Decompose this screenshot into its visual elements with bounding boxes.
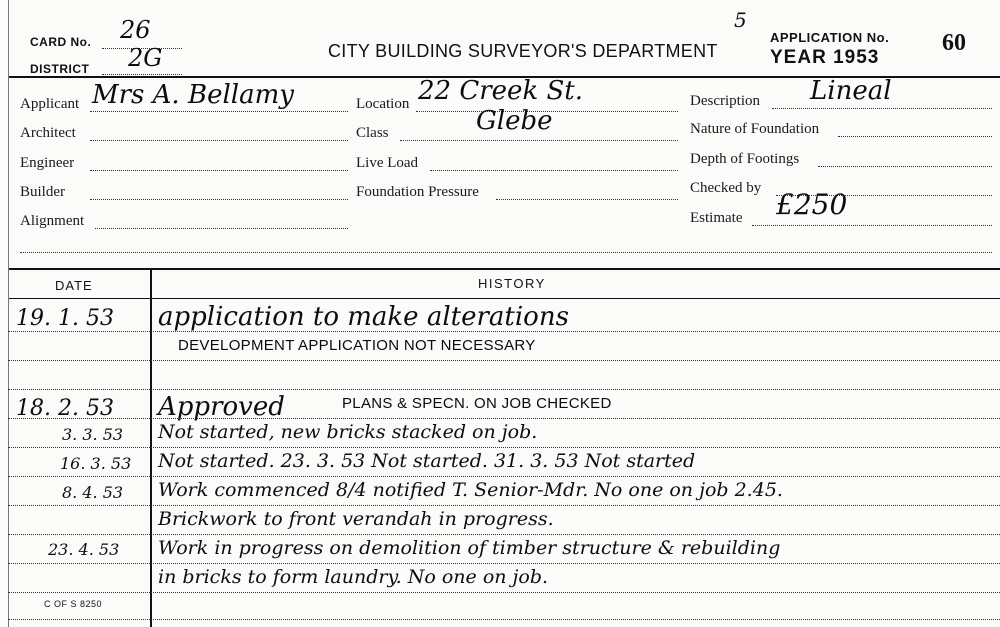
history-row-4-date: 3. 3. 53 bbox=[62, 425, 124, 444]
history-row-3-text: Approved bbox=[158, 392, 285, 422]
particulars-bottom-dotted-line bbox=[20, 252, 992, 253]
location-value: 22 Creek St. bbox=[418, 76, 583, 106]
history-header-rule bbox=[8, 298, 1000, 299]
application-no-value: 60 bbox=[942, 30, 966, 56]
history-blank-line bbox=[8, 389, 1000, 390]
history-row-1-date: 19. 1. 53 bbox=[16, 306, 114, 331]
alignment-label: Alignment bbox=[20, 213, 85, 229]
depth-of-footings-label: Depth of Footings bbox=[690, 151, 800, 167]
form-code: C OF S 8250 bbox=[44, 599, 103, 609]
architect-dotted-line bbox=[90, 140, 348, 141]
estimate-label: Estimate bbox=[690, 210, 743, 226]
nature-of-foundation-label: Nature of Foundation bbox=[690, 121, 820, 137]
history-row-9-text: in bricks to form laundry. No one on job. bbox=[158, 566, 549, 588]
applicant-label: Applicant bbox=[20, 96, 80, 112]
live-load-label: Live Load bbox=[356, 155, 419, 171]
history-row-5-text: Not started. 23. 3. 53 Not started. 31. 3. 53 Not started bbox=[158, 450, 696, 472]
estimate-dotted-line bbox=[752, 225, 992, 226]
history-row-1-text: application to make alterations bbox=[158, 302, 569, 332]
card-no-value: 26 bbox=[120, 16, 151, 44]
class-label: Class bbox=[356, 125, 389, 141]
description-label: Description bbox=[690, 93, 760, 109]
district-value: 2G bbox=[128, 44, 163, 72]
builder-dotted-line bbox=[90, 199, 348, 200]
foundation-pressure-dotted-line bbox=[496, 199, 678, 200]
estimate-value: £250 bbox=[776, 188, 848, 221]
corner-mark: 5 bbox=[734, 8, 747, 32]
engineer-label: Engineer bbox=[20, 155, 75, 171]
history-row-6-text: Work commenced 8/4 notified T. Senior-Mdr. No one on job 2.45. bbox=[158, 479, 783, 501]
alignment-dotted-line bbox=[95, 228, 348, 229]
history-row-6-line bbox=[8, 505, 1000, 506]
description-dotted-line bbox=[772, 108, 992, 109]
history-final-line bbox=[8, 619, 1000, 620]
date-column-header: DATE bbox=[55, 278, 93, 293]
history-row-3-stamp: PLANS & SPECN. ON JOB CHECKED bbox=[342, 395, 612, 412]
history-top-rule bbox=[8, 268, 1000, 270]
architect-label: Architect bbox=[20, 125, 76, 141]
application-no-label: APPLICATION No. bbox=[770, 30, 890, 45]
history-row-4-line bbox=[8, 447, 1000, 448]
history-row-6-date: 8. 4. 53 bbox=[62, 483, 124, 502]
history-row-3-line bbox=[8, 418, 1000, 419]
builder-label: Builder bbox=[20, 184, 65, 200]
description-value: Lineal bbox=[810, 76, 892, 106]
depth-of-footings-dotted-line bbox=[818, 166, 992, 167]
history-row-8-line bbox=[8, 563, 1000, 564]
history-row-9-line bbox=[8, 592, 1000, 593]
district-dotted-line bbox=[102, 74, 182, 75]
history-row-7-text: Brickwork to front verandah in progress. bbox=[158, 508, 554, 530]
history-row-1-line bbox=[8, 331, 1000, 332]
history-row-3-date: 18. 2. 53 bbox=[16, 396, 114, 421]
class-value: Glebe bbox=[476, 106, 553, 136]
foundation-pressure-label: Foundation Pressure bbox=[356, 184, 479, 200]
history-row-7-line bbox=[8, 534, 1000, 535]
live-load-dotted-line bbox=[430, 170, 678, 171]
district-label: DISTRICT bbox=[30, 62, 90, 76]
applicant-dotted-line bbox=[90, 111, 348, 112]
department-title: CITY BUILDING SURVEYOR'S DEPARTMENT bbox=[328, 41, 718, 61]
engineer-dotted-line bbox=[90, 170, 348, 171]
applicant-value: Mrs A. Bellamy bbox=[92, 80, 294, 110]
history-row-5-date: 16. 3. 53 bbox=[60, 454, 132, 473]
card-no-label: CARD No. bbox=[30, 35, 92, 49]
history-row-8-date: 23. 4. 53 bbox=[48, 540, 120, 559]
application-year: YEAR 1953 bbox=[770, 47, 880, 68]
class-dotted-line bbox=[400, 140, 678, 141]
history-row-2-line bbox=[8, 360, 1000, 361]
nature-of-foundation-dotted-line bbox=[838, 136, 992, 137]
checked-by-label: Checked by bbox=[690, 180, 762, 196]
location-label: Location bbox=[356, 96, 410, 112]
card-left-edge bbox=[8, 0, 9, 627]
history-column-header: HISTORY bbox=[478, 276, 546, 291]
history-row-5-line bbox=[8, 476, 1000, 477]
history-row-2-text: DEVELOPMENT APPLICATION NOT NECESSARY bbox=[178, 337, 536, 354]
history-row-4-text: Not started, new bricks stacked on job. bbox=[158, 421, 538, 443]
history-row-8-text: Work in progress on demolition of timber structure & rebuilding bbox=[158, 537, 781, 559]
